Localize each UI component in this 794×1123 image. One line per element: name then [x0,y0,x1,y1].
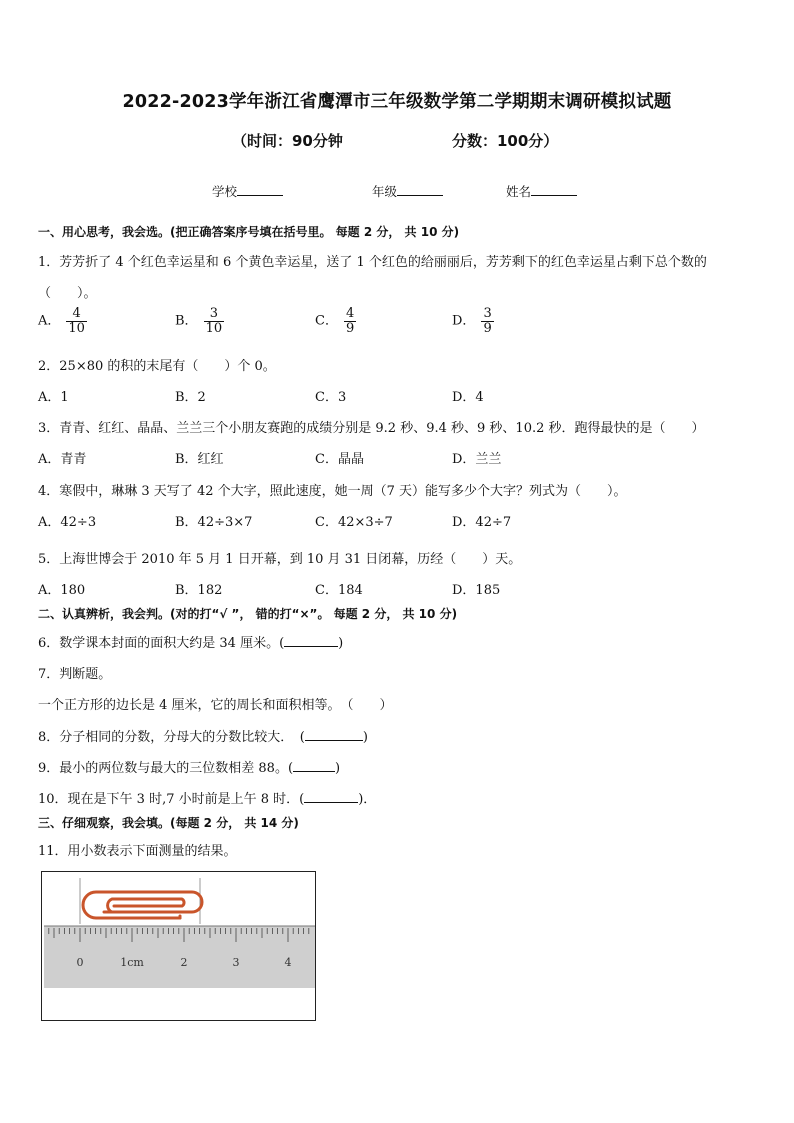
score-label: 分数：100分） [452,132,559,150]
q3-text: 3．青青、红红、晶晶、兰兰三个小朋友赛跑的成绩分别是 9.2 秒、9.4 秒、9 秒、10.2 秒．跑得最快的是（ ） [38,421,705,436]
ruler-label: 3 [232,956,240,969]
q9-answer-blank[interactable] [293,759,335,772]
q2-option-a[interactable]: A．1 [38,390,69,405]
q10-text: 10．现在是下午 3 时,7 小时前是上午 8 时．( )． [38,792,377,807]
q1-option-a[interactable]: A． $\frac{4}{10}$ [38,306,85,336]
name-line[interactable] [531,184,577,196]
q1-option-b[interactable]: B． $\frac{3}{10}$ [175,306,223,336]
q4-option-a[interactable]: A．42÷3 [38,515,97,530]
q10-answer-blank[interactable] [304,790,358,803]
q1-text: 1．芳芳折了 4 个红色幸运星和 6 个黄色幸运星，送了 1 个红色的给丽丽后，芳芳剩下的红色幸运星占剩下总个数的 [38,255,707,270]
ruler-label: 1cm [120,956,144,969]
q2-option-b[interactable]: B．2 [175,390,206,405]
q4-option-c[interactable]: C．42×3÷7 [315,515,393,530]
section2-heading: 二、认真辨析，我会判。(对的打“√ ”， 错的打“×”。 每题 2 分， 共 10 分) [38,607,458,621]
q5-option-a[interactable]: A．180 [38,583,86,598]
q9-text: 9．最小的两位数与最大的三位数相差 88。( ) [38,761,341,776]
q5-option-c[interactable]: C．184 [315,583,363,598]
q3-option-b[interactable]: B．红红 [175,452,224,467]
school-field [212,182,283,200]
school-line[interactable] [237,184,283,196]
q11-text: 11．用小数表示下面测量的结果。 [38,844,237,859]
page-title: 2022-2023学年浙江省鹰潭市三年级数学第二学期期末调研模拟试题 [122,92,672,112]
q3-option-c[interactable]: C．晶晶 [315,452,364,467]
q2-option-d[interactable]: D．4 [452,390,484,405]
q2-option-c[interactable]: C．3 [315,390,347,405]
q8-text: 8．分子相同的分数，分母大的分数比较大． ( ) [38,730,368,745]
q3-option-a[interactable]: A．青青 [38,452,87,467]
q5-option-b[interactable]: B．182 [175,583,223,598]
ruler-paperclip-illustration [42,872,315,1020]
q6-answer-blank[interactable] [284,634,338,647]
time-label: （时间：90分钟 [232,132,343,150]
ruler-label: 4 [284,956,292,969]
section1-heading: 一、用心思考，我会选。(把正确答案序号填在括号里。 每题 2 分， 共 10 分) [38,225,460,239]
paperclip-icon [83,892,202,918]
ruler-label: 0 [76,956,84,969]
ruler-figure [41,871,316,1021]
q1-option-d[interactable]: D． $\frac{3}{9}$ [452,306,492,336]
q4-text: 4．寒假中，琳琳 3 天写了 42 个大字，照此速度，她一周（7 天）能写多少个大字？列式为（ ）。 [38,484,627,499]
q6-text: 6．数学课本封面的面积大约是 34 厘米。( ) [38,636,344,651]
q2-text: 2．25×80 的积的末尾有（ ）个 0。 [38,359,276,374]
school-label: 学校 [212,184,238,199]
grade-field [372,182,443,200]
q4-option-b[interactable]: B．42÷3×7 [175,515,253,530]
q1-text-cont: （ ）。 [38,286,97,301]
q3-option-d[interactable]: D．兰兰 [452,452,502,467]
grade-line[interactable] [397,184,443,196]
q7-statement: 一个正方形的边长是 4 厘米，它的周长和面积相等。 （ ） [38,698,393,713]
name-field [506,182,577,200]
q1-option-c[interactable]: C． $\frac{4}{9}$ [315,306,355,336]
q5-option-d[interactable]: D．185 [452,583,501,598]
ruler-label: 2 [180,956,188,969]
ruler-body [44,926,315,988]
name-label: 姓名 [506,184,532,199]
q5-text: 5．上海世博会于 2010 年 5 月 1 日开幕，到 10 月 31 日闭幕，历经（ ）天。 [38,552,522,567]
grade-label: 年级 [372,184,398,199]
q4-option-d[interactable]: D．42÷7 [452,515,512,530]
section3-heading: 三、仔细观察，我会填。(每题 2 分， 共 14 分) [38,816,299,830]
q8-answer-blank[interactable] [305,728,363,741]
q7-text: 7．判断题。 [38,667,112,682]
